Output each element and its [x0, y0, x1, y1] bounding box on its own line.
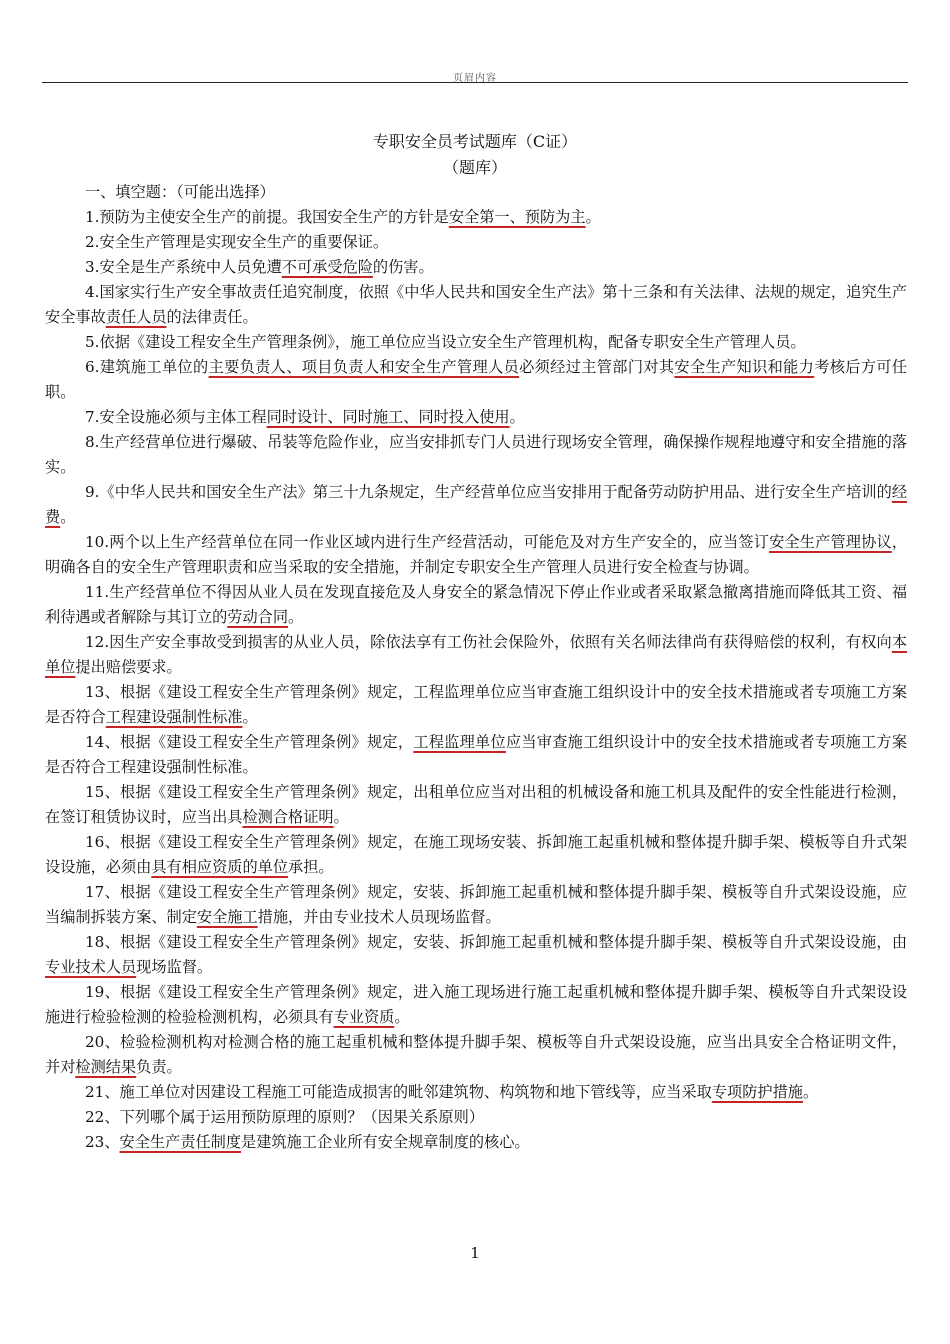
question-item — [45, 880, 907, 930]
question-number: 22、 — [85, 1108, 120, 1126]
question-number: 23、 — [85, 1133, 120, 1151]
question-text: 根据《建设工程安全生产管理条例》规定，安装、拆卸施工起重机械和整体提升脚手架、模板等自升式架设设施，应当编制拆装方案、制定 — [45, 883, 908, 926]
question-text: 。 — [509, 408, 525, 426]
question-item — [45, 630, 907, 680]
question-text: 安全设施必须与主体工程 — [99, 408, 267, 426]
question-number: 7. — [85, 408, 100, 426]
question-item — [45, 280, 907, 330]
question-number: 16、 — [85, 833, 121, 851]
question-item — [45, 480, 907, 530]
question-text: 下列哪个属于运用预防原理的原则？（因果关系原则） — [119, 1108, 485, 1126]
question-item — [45, 205, 907, 230]
question-text: 根据《建设工程安全生产管理条例》规定，出租单位应当对出租的机械设备和施工机具及配件的安全性能进行检测，在签订租赁协议时，应当出具 — [45, 783, 908, 826]
question-text: 。 — [585, 208, 601, 226]
answer-underlined: 主要负责人、项目负责人和安全生产管理人员 — [208, 358, 520, 376]
question-item — [45, 1105, 907, 1130]
question-item — [45, 330, 907, 355]
question-text: 承担。 — [288, 858, 334, 876]
question-text: 依据《建设工程安全生产管理条例》，施工单位应当设立安全生产管理机构，配备专职安全生产管理人员。 — [99, 333, 806, 351]
question-text: 检验检测机构对检测合格的施工起重机械和整体提升脚手架、模板等自升式架设设施，应当出具安全合格证明文件，并对 — [45, 1033, 908, 1076]
question-number: 1. — [85, 208, 100, 226]
question-item — [45, 355, 907, 405]
question-item — [45, 1080, 907, 1105]
question-text: 是建筑施工企业所有安全规章制度的核心。 — [241, 1133, 530, 1151]
question-text: 的伤害。 — [372, 258, 434, 276]
question-list — [45, 205, 907, 1155]
answer-underlined: 安全生产管理协议 — [769, 533, 892, 551]
question-text: 根据《建设工程安全生产管理条例》规定，在施工现场安装、拆卸施工起重机械和整体提升脚手架、模板等自升式架设设施，必须由 — [45, 833, 908, 876]
answer-underlined: 安全施工 — [196, 908, 258, 926]
question-text: 。 — [60, 508, 76, 526]
answer-underlined: 专业技术人员 — [45, 958, 137, 976]
question-text: 建筑施工单位的 — [99, 358, 209, 376]
question-item — [45, 1030, 907, 1080]
question-number: 14、 — [85, 733, 121, 751]
question-item — [45, 730, 907, 780]
question-text: 预防为主使安全生产的前提。我国安全生产的方针是 — [99, 208, 449, 226]
question-item — [45, 830, 907, 880]
question-text: 必须经过主管部门对其 — [519, 358, 675, 376]
page-number: 1 — [470, 1244, 480, 1262]
question-item — [45, 430, 907, 480]
question-text: 根据《建设工程安全生产管理条例》规定，工程监理单位应当审查施工组织设计中的安全技术措施或者专项施工方案是否符合 — [45, 683, 908, 726]
document-title: 专职安全员考试题库（C证） — [372, 132, 578, 151]
question-text: 应当审查施工组织设计中的安全技术措施或者专项施工方案是否符合工程建设强制性标准。 — [45, 733, 908, 776]
question-text: 。 — [394, 1008, 410, 1026]
document-body — [45, 180, 907, 1155]
question-text: 。 — [242, 708, 258, 726]
question-text: 两个以上生产经营单位在同一作业区域内进行生产经营活动，可能危及对方生产安全的，应当签订 — [109, 533, 770, 551]
answer-underlined: 经费 — [45, 483, 907, 526]
question-number: 4. — [85, 283, 100, 301]
question-text: 生产经营单位不得因从业人员在发现直接危及人身安全的紧急情况下停止作业或者采取紧急撤离措施而降低其工资、福利待遇或者解除与其订立的 — [45, 583, 907, 626]
question-text: 生产经营单位进行爆破、吊装等危险作业，应当安排抓专门人员进行现场安全管理，确保操作规程地遵守和安全措施的落实。 — [45, 433, 907, 476]
question-number: 21、 — [85, 1083, 120, 1101]
question-item — [45, 405, 907, 430]
question-text: 措施，并由专业技术人员现场监督。 — [257, 908, 501, 926]
answer-underlined: 本单位 — [45, 633, 907, 676]
question-item — [45, 980, 907, 1030]
question-text: 安全生产管理是实现安全生产的重要保证。 — [99, 233, 389, 251]
question-text: 根据《建设工程安全生产管理条例》规定， — [120, 733, 414, 751]
question-text: 。 — [333, 808, 349, 826]
question-text: 。 — [288, 608, 304, 626]
question-item — [45, 580, 907, 630]
question-text: 考核后方可任职。 — [45, 358, 908, 401]
question-number: 6. — [85, 358, 100, 376]
answer-underlined: 同时设计、同时施工、同时投入使用 — [266, 408, 510, 426]
question-item — [45, 930, 907, 980]
question-text: 。 — [802, 1083, 819, 1101]
question-number: 18、 — [85, 933, 121, 951]
section-heading: 一、填空题：（可能出选择） — [85, 183, 275, 201]
page-header-text: 页眉内容 — [453, 73, 497, 84]
question-number: 11. — [85, 583, 110, 601]
question-number: 17、 — [85, 883, 121, 901]
question-text: 提出赔偿要求。 — [75, 658, 182, 676]
question-item — [45, 680, 907, 730]
answer-underlined: 安全第一、预防为主 — [448, 208, 586, 226]
question-number: 19、 — [85, 983, 121, 1001]
question-number: 5. — [85, 333, 100, 351]
question-text: 的法律责任。 — [166, 308, 258, 326]
question-text: 根据《建设工程安全生产管理条例》规定，安装、拆卸施工起重机械和整体提升脚手架、模板等自升式架设设施，由 — [120, 933, 908, 951]
question-item — [45, 230, 907, 255]
answer-underlined: 工程建设强制性标准 — [105, 708, 243, 726]
answer-underlined: 专业资质 — [333, 1008, 395, 1026]
question-number: 3. — [85, 258, 100, 276]
question-text: 根据《建设工程安全生产管理条例》规定，进入施工现场进行施工起重机械和整体提升脚手架、模板等自升式架设设施进行检验检测的检验检测机构，必须具有 — [45, 983, 908, 1026]
question-text: 国家实行生产安全事故责任追究制度，依照《中华人民共和国安全生产法》第十三条和有关法律、法规的规定，追究生产安全事故 — [45, 283, 907, 326]
question-text: 安全是生产系统中人员免遭 — [99, 258, 282, 276]
answer-underlined: 专项防护措施 — [711, 1083, 803, 1101]
answer-underlined: 工程监理单位 — [413, 733, 506, 751]
question-number: 10. — [85, 533, 110, 551]
question-number: 20、 — [85, 1033, 121, 1051]
question-number: 8. — [85, 433, 100, 451]
answer-underlined: 劳动合同 — [227, 608, 288, 626]
answer-underlined: 检测结果 — [75, 1058, 137, 1076]
header-divider — [42, 82, 908, 83]
question-text: 《中华人民共和国安全生产法》第三十九条规定，生产经营单位应当安排用于配备劳动防护用品、进行安全生产培训的 — [99, 483, 892, 501]
document-subtitle: （题库） — [442, 158, 507, 177]
question-text: 负责。 — [136, 1058, 182, 1076]
question-number: 15、 — [85, 783, 121, 801]
answer-underlined: 具有相应资质的单位 — [151, 858, 288, 876]
question-text: 因生产安全事故受到损害的从业人员，除依法享有工伤社会保险外，依照有关名师法律尚有获得赔偿的权利，有权向 — [109, 633, 892, 651]
answer-underlined: 不可承受危险 — [281, 258, 373, 276]
question-text: 施工单位对因建设工程施工可能造成损害的毗邻建筑物、构筑物和地下管线等，应当采取 — [119, 1083, 712, 1101]
question-item — [45, 1130, 907, 1155]
answer-underlined: 责任人员 — [105, 308, 167, 326]
question-number: 9. — [85, 483, 100, 501]
answer-underlined: 检测合格证明 — [242, 808, 334, 826]
question-number: 13、 — [85, 683, 121, 701]
question-text: ，明确各自的安全生产管理职责和应当采取的安全措施，并制定专职安全生产管理人员进行安全检查与协调。 — [45, 533, 908, 576]
answer-underlined: 安全生产知识和能力 — [674, 358, 815, 376]
answer-underlined: 安全生产责任制度 — [119, 1133, 242, 1151]
question-item — [45, 780, 907, 830]
question-item — [45, 530, 907, 580]
question-number: 12. — [85, 633, 110, 651]
question-text: 现场监督。 — [136, 958, 213, 976]
question-item — [45, 255, 907, 280]
question-number: 2. — [85, 233, 100, 251]
